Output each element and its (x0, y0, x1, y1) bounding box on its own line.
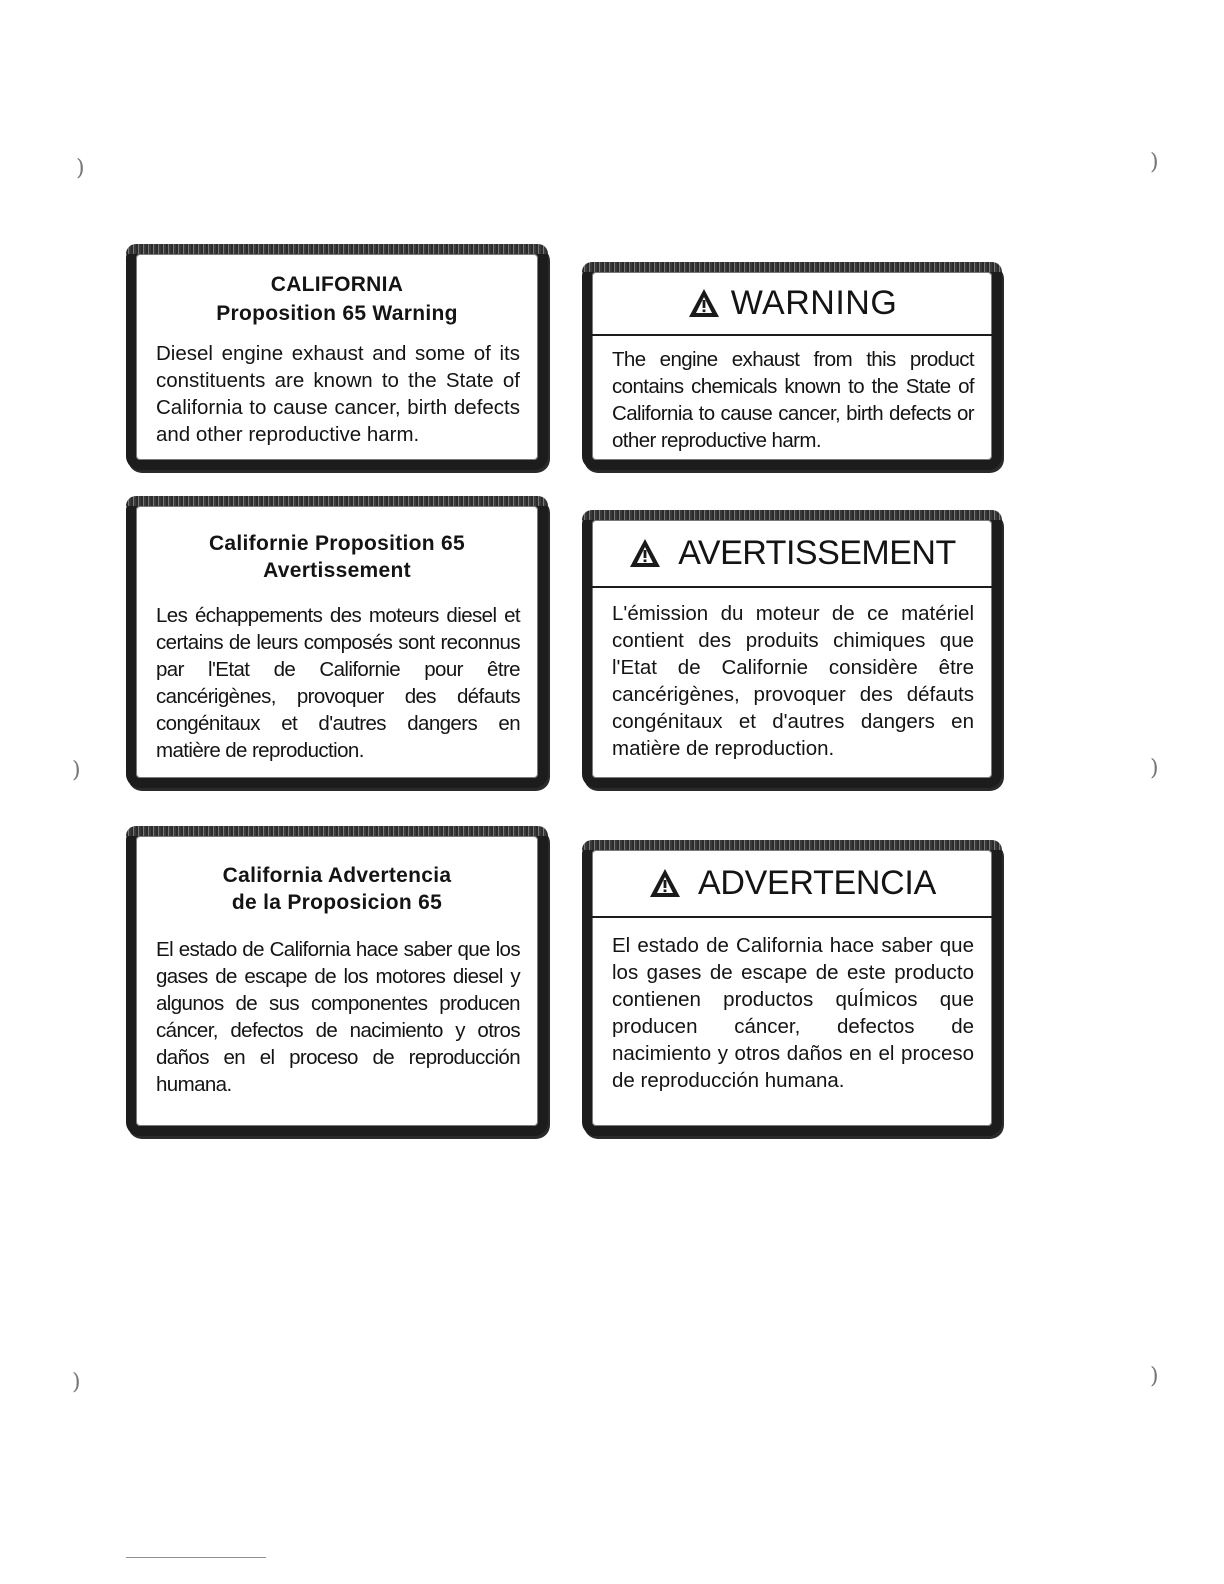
prop65-label-spanish (126, 826, 548, 1136)
margin-mark: ) (72, 1370, 81, 1395)
title-line-2: Proposition 65 Warning (216, 302, 458, 325)
prop65-label-french (126, 496, 548, 788)
title-line-2: de la Proposicion 65 (231, 891, 443, 914)
scan-line (126, 1557, 266, 1558)
margin-mark: ) (1150, 150, 1159, 175)
title-line-1: CALIFORNIA (270, 273, 404, 296)
label-body: Les échappements des moteurs diesel et certains de leurs composés sont reconnus par l'Etat de Californie pour être cancérigènes, provoquer des défauts congénitaux et d'autres dangers en matière de reproduction. (156, 604, 520, 762)
warning-triangle-icon (628, 537, 662, 569)
label-body: El estado de California hace saber que los gases de escape de este producto contienen productos quÍmicos que producen cáncer, defectos de nacimiento y otros daños en el proceso de reproducción humana. (612, 934, 974, 1092)
warning-label-spanish (582, 840, 1002, 1136)
warning-label-english (582, 262, 1002, 470)
prop65-label-english (126, 244, 548, 470)
warning-header (592, 520, 992, 588)
label-title (136, 270, 538, 328)
title-line-1: Californie Proposition 65 (208, 532, 466, 555)
warning-header-text: WARNING (730, 283, 898, 322)
margin-mark: ) (1150, 756, 1159, 781)
label-body: The engine exhaust from this product contains chemicals known to the State of California to cause cancer, birth defects or other reproductive harm. (612, 348, 974, 452)
margin-mark: ) (76, 156, 85, 181)
warning-header-text: ADVERTENCIA (698, 863, 936, 902)
title-line-2: Avertissement (263, 559, 411, 582)
label-body: L'émission du moteur de ce matériel contient des produits chimiques que l'Etat de Californie considère être cancérigènes, provoquer des défauts congénitaux et d'autres dangers en matière de reproduction. (612, 602, 974, 760)
label-body: Diesel engine exhaust and some of its constituents are known to the State of California to cause cancer, birth defects and other reproductive harm. (156, 342, 520, 446)
label-title (136, 862, 538, 916)
warning-header (592, 850, 992, 918)
label-body: El estado de California hace saber que los gases de escape de los motores diesel y algunos de sus componentes producen cáncer, defectos de nacimiento y otros daños en el proceso de reproducción humana. (156, 938, 520, 1096)
margin-mark: ) (1150, 1364, 1159, 1389)
margin-mark: ) (72, 758, 81, 783)
warning-triangle-icon (687, 287, 721, 319)
warning-header (592, 272, 992, 336)
warning-triangle-icon (648, 867, 682, 899)
warning-header-text: AVERTISSEMENT (678, 533, 956, 572)
warning-label-french (582, 510, 1002, 788)
title-line-1: California Advertencia (222, 864, 452, 887)
label-title (136, 530, 538, 584)
